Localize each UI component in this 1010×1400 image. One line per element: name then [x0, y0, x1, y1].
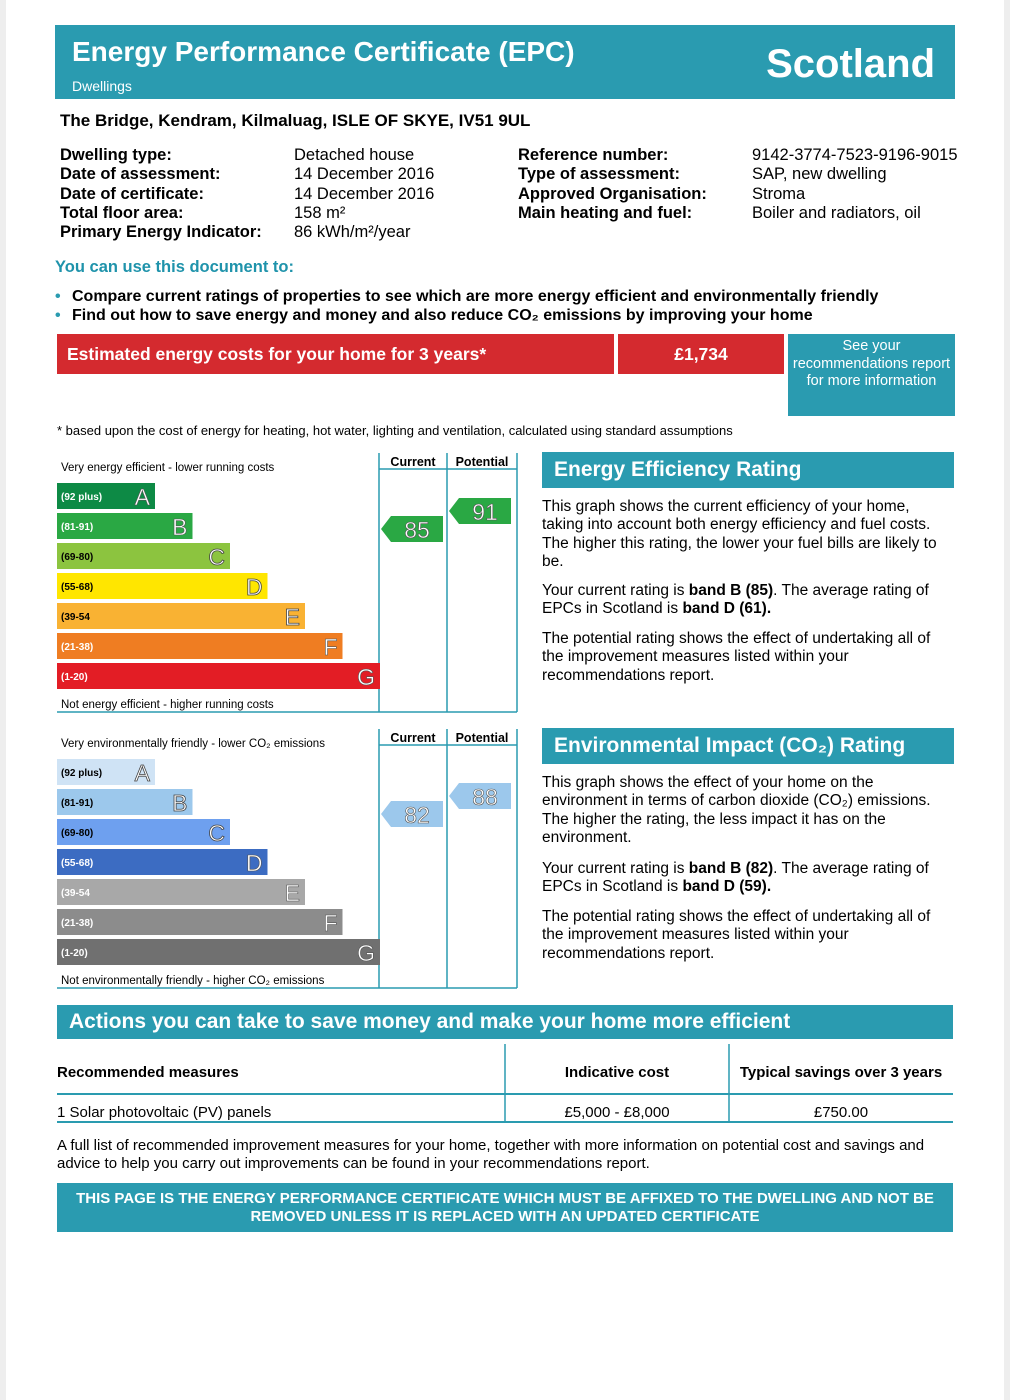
band-range-label: (21-38) — [61, 918, 94, 929]
band-range-label: (69-80) — [61, 828, 94, 839]
band-letter: F — [323, 634, 338, 660]
savings-header: Typical savings over 3 years — [739, 1064, 943, 1081]
detail-value: 86 kWh/m²/year — [294, 223, 411, 242]
detail-value: 14 December 2016 — [294, 165, 435, 184]
bottom-caption: Not energy efficient - higher running costs — [61, 699, 274, 711]
detail-label: Dwelling type: — [60, 146, 172, 164]
see-recommendations-link[interactable]: See your recommendations report for more information — [788, 334, 955, 416]
detail-label: Approved Organisation: — [518, 184, 707, 203]
top-caption: Very energy efficient - lower running costs — [61, 462, 275, 474]
band-letter: G — [357, 664, 375, 690]
energy-para-2c: . The average rating of EPCs in Scotland is — [542, 582, 929, 618]
band-range-label: (21-38) — [61, 642, 94, 653]
certificate-subtitle: Dwellings — [72, 78, 132, 94]
band-letter: C — [208, 544, 225, 570]
env-para-1: This graph shows the effect of your home on the environment in terms of carbon dioxide (CO₂) emissions. The higher the rating, the less impact it has on the environment. — [542, 774, 931, 846]
band-letter: D — [245, 574, 263, 600]
detail-label: Total floor area: — [60, 203, 184, 222]
band-letter: E — [284, 604, 300, 630]
footnote: * based upon the cost of energy for heating, hot water, lighting and ventilation, calculated using standard assumptions — [57, 423, 733, 438]
certificate-title: Energy Performance Certificate (EPC) — [72, 36, 575, 67]
detail-label: Date of certificate: — [60, 184, 204, 203]
env-para-2c: . The average rating of EPCs in Scotland is — [542, 860, 929, 896]
current-column-header: Current — [390, 455, 436, 469]
band-letter: D — [245, 850, 263, 876]
detail-value: Boiler and radiators, oil — [752, 203, 921, 222]
band-letter: A — [134, 484, 150, 510]
detail-label: Primary Energy Indicator: — [60, 223, 262, 242]
energy-para-3: The potential rating shows the effect of undertaking all of the improvement measures listed within your recommendations report. — [542, 630, 931, 684]
energy-current-band: band B (85) — [688, 582, 774, 599]
use-text: Compare current ratings of properties to see which are more energy efficient and environmentally friendly — [72, 288, 879, 305]
band-range-label: (92 plus) — [61, 492, 103, 503]
band-range-label: (81-91) — [61, 522, 94, 533]
band-range-label: (1-20) — [61, 948, 88, 959]
energy-para-2a: Your current rating is — [542, 582, 689, 599]
top-caption: Very environmentally friendly - lower CO₂ emissions — [61, 738, 325, 750]
energy-para-1: This graph shows the current efficiency of your home, taking into account both energy efficiency and fuel costs. The higher this rating, the lower your fuel bills are likely to be. — [542, 498, 937, 570]
detail-value: 9142-3774-7523-9196-9015 — [752, 146, 958, 164]
environmental-rating-heading: Environmental Impact (CO₂) Rating — [542, 728, 954, 764]
band-range-label: (69-80) — [61, 552, 94, 563]
bullet-icon: • — [55, 288, 61, 305]
cost-value: £1,734 — [618, 334, 784, 374]
band-letter: B — [172, 514, 188, 540]
detail-value: Stroma — [752, 184, 806, 203]
cost-cell: £5,000 - £8,000 — [564, 1104, 670, 1121]
band-range-label: (39-54 — [61, 888, 90, 899]
property-address: The Bridge, Kendram, Kilmaluag, ISLE OF SKYE, IV51 9UL — [60, 111, 531, 130]
use-text: Find out how to save energy and money and also reduce CO₂ emissions by improving your home — [72, 306, 813, 324]
actions-heading: Actions you can take to save money and make your home more efficient — [57, 1005, 953, 1039]
savings-cell: £750.00 — [813, 1104, 869, 1121]
country-name: Scotland — [766, 42, 935, 86]
cost-label: Estimated energy costs for your home for 3 years* — [57, 334, 614, 374]
env-para-2a: Your current rating is — [542, 860, 689, 877]
band-letter: F — [323, 910, 338, 936]
env-average-band: band D (59). — [682, 878, 772, 896]
detail-value: 158 m² — [294, 203, 346, 222]
affix-notice-banner: THIS PAGE IS THE ENERGY PERFORMANCE CERTIFICATE WHICH MUST BE AFFIXED TO THE DWELLING AND NOT BE REMOVED UNLESS IT IS REPLACED WITH AN UPDATED CERTIFICATE — [57, 1183, 953, 1232]
detail-label: Reference number: — [518, 146, 669, 164]
measure-cell: 1 Solar photovoltaic (PV) panels — [57, 1104, 272, 1121]
detail-value: SAP, new dwelling — [752, 165, 887, 184]
potential-column-header: Potential — [455, 731, 509, 745]
potential-rating-value: 88 — [472, 784, 498, 810]
current-rating-value: 82 — [404, 802, 430, 828]
measures-header: Recommended measures — [57, 1064, 239, 1081]
uses-heading: You can use this document to: — [55, 258, 294, 276]
band-range-label: (81-91) — [61, 798, 94, 809]
band-range-label: (1-20) — [61, 672, 88, 683]
detail-value: 14 December 2016 — [294, 184, 435, 203]
potential-rating-value: 91 — [472, 499, 498, 525]
band-letter: A — [134, 760, 150, 786]
full-list-note: A full list of recommended improvement measures for your home, together with more information on potential cost and savings and advice to help you carry out improvements can be found in your recommendations report. — [57, 1137, 925, 1172]
band-letter: E — [284, 880, 300, 906]
band-letter: B — [172, 790, 188, 816]
current-column-header: Current — [390, 731, 436, 745]
detail-label: Date of assessment: — [60, 165, 221, 184]
energy-average-band: band D (61). — [682, 600, 772, 618]
band-range-label: (92 plus) — [61, 768, 103, 779]
detail-value: Detached house — [294, 146, 415, 164]
cost-header: Indicative cost — [564, 1064, 670, 1081]
band-letter: G — [357, 940, 375, 966]
band-range-label: (55-68) — [61, 858, 94, 869]
env-para-3: The potential rating shows the effect of undertaking all of the improvement measures listed within your recommendations report. — [542, 908, 931, 962]
current-rating-value: 85 — [404, 517, 430, 543]
potential-column-header: Potential — [455, 455, 509, 469]
energy-rating-heading: Energy Efficiency Rating — [542, 452, 954, 488]
band-range-label: (39-54 — [61, 612, 90, 623]
bullet-icon: • — [55, 306, 61, 324]
env-current-band: band B (82) — [688, 860, 774, 877]
detail-label: Type of assessment: — [518, 165, 681, 184]
band-range-label: (55-68) — [61, 582, 94, 593]
detail-label: Main heating and fuel: — [518, 203, 693, 222]
bottom-caption: Not environmentally friendly - higher CO₂ emissions — [61, 975, 325, 987]
band-letter: C — [208, 820, 225, 846]
